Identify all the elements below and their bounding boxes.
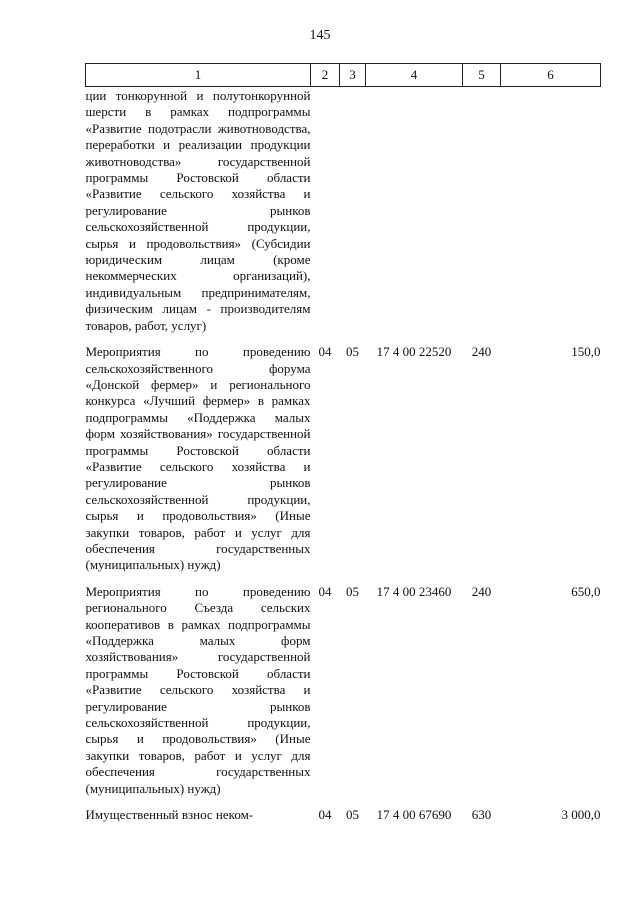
row-description: Мероприятия по проведению регионального Съезда сельских кооперативов в рамках подпрограммы «Поддержка малых форм хозяйствования» государственной программы Ростовской области «Развитие сельского хозяйства и регулирование рынков сельскохозяйственной продукции, сырья и продовольствия» (Иные закупки товаров, работ и услуг для обеспечения государственных (муниципальных) нужд) <box>85 583 311 796</box>
row-section: 04 <box>318 807 332 823</box>
header-col-2: 2 <box>311 64 340 87</box>
budget-table <box>85 63 601 823</box>
header-col-5: 5 <box>463 64 501 87</box>
row-expense-type: 240 <box>471 344 492 360</box>
table-row <box>86 334 601 574</box>
row-amount: 3 000,0 <box>561 807 601 823</box>
row-expense-type <box>463 87 501 335</box>
page-number: 145 <box>309 28 331 43</box>
row-target-code: 17 4 00 23460 <box>376 583 452 599</box>
header-col-4: 4 <box>366 64 463 87</box>
row-subsection <box>340 87 366 335</box>
row-section: 04 <box>318 583 332 599</box>
row-subsection: 05 <box>346 344 359 360</box>
row-subsection: 05 <box>346 807 359 823</box>
row-section <box>311 87 340 335</box>
row-expense-type: 630 <box>471 807 492 823</box>
row-section: 04 <box>318 344 332 360</box>
row-description: Мероприятия по проведению сельскохозяйственного форума «Донской фермер» и регионального конкурса «Лучший фермер» в рамках подпрограммы «Поддержка малых форм хозяйствования» государственной программы Ростовской области «Развитие сельского хозяйства и регулирование рынков сельскохозяйственной продукции, сырья и продовольствия» (Иные закупки товаров, работ и услуг для обеспечения государственных (муниципальных) нужд) <box>85 344 311 573</box>
row-target-code <box>366 87 463 335</box>
row-description: Имущественный взнос неком- <box>85 807 254 823</box>
header-col-1: 1 <box>86 64 311 87</box>
row-amount: 650,0 <box>571 583 601 599</box>
row-description: ции тонкорунной и полутонкорунной шерсти в рамках подпрограммы «Развитие подотрасли животноводства, переработки и реализации продукции животноводства» государственной программы Ростовской области «Развитие сельского хозяйства и регулирование рынков сельскохозяйственной продукции, сырья и продовольствия» (Субсидии юридическим лицам (кроме некоммерческих организаций), индивидуальным предпринимателям, физическим лицам - производителям товаров, работ, услуг) <box>85 88 311 333</box>
table-row <box>86 797 601 823</box>
header-col-3: 3 <box>340 64 366 87</box>
row-amount: 150,0 <box>571 344 601 360</box>
row-amount <box>501 87 601 335</box>
table-row <box>86 87 601 335</box>
header-row <box>86 64 601 87</box>
row-expense-type: 240 <box>471 583 492 599</box>
row-target-code: 17 4 00 22520 <box>376 344 452 360</box>
row-target-code: 17 4 00 67690 <box>376 807 452 823</box>
table-row <box>86 574 601 797</box>
row-subsection: 05 <box>346 583 359 599</box>
header-col-6: 6 <box>501 64 601 87</box>
